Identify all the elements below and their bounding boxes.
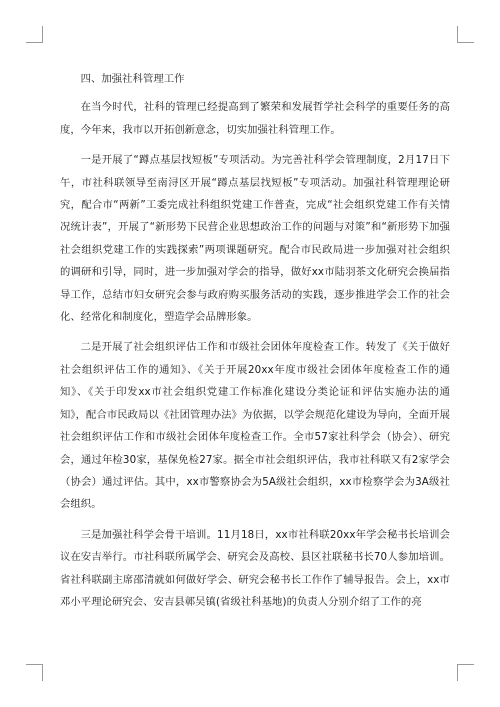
crop-mark-top-right <box>457 26 474 43</box>
paragraph-item-3: 三是加强社科学会骨干培训。11月18日，xx市社科联20xx年学会秘书长培训会议在安吉举行。市社科联所属学会、研究会及高校、县区社联秘书长70人参加培训。省社科联副主席邵清就如何做好学会、研究会秘书长工作作了辅导报告。会上，xx市邓小平理论研究会、安吉县鄣吴镇(省级社科基地)的负责人分别介绍了工作的亮 <box>60 528 450 608</box>
paragraph-item-2: 二是开展了社会组织评估工作和市级社会团体年度检查工作。转发了《关于做好社会组织评估工作的通知》、《关于开展20xx年度市级社会团体年度检查工作的通知》、《关于印发xx市社会组织党建工作标准化建设分类论证和评估实施办法的通知》，配合市民政局以《社团管理办法》为依据，以学会规范化建设为导向，全面开展社会组织评估工作和市级社会团体年度检查工作。全市57家社科学会（协会）、研究会，通过年检30家，基保免检27家。据全市社会组织评估，我市社科联又有2家学会（协会）通过评估。其中，xx市警察协会为5A级社会组织，xx市检察学会为3A级社会组织。 <box>60 341 450 511</box>
paragraph-intro: 在当今时代，社科的管理已经提高到了繁荣和发展哲学社会科学的重要任务的高度，今年来，我市以开拓创新意念，切实加强社科管理工作。 <box>60 101 450 136</box>
section-heading: 四、加强社科管理工作 <box>80 73 185 85</box>
paragraph-item-1: 一是开展了“蹲点基层找短板”专项活动。为完善社科学会管理制度，2月17日下午，市社科联领导至南浔区开展“蹲点基层找短板”专项活动。加强社科管理理论研究，配合市“两新”工委完成社科组织党建工作普查，完成“社会组织党建工作有关情况统计表”，开展了“新形势下民营企业思想政治工作的问题与对策”和“新形势下加强社会组织党建工作的实践探索”两项课题研究。配合市民政局进一步加强对社会组织的调研和引导，同时，进一步加强对学会的指导，做好xx市陆羽茶文化研究会换届指导工作，总结市妇女研究会参与政府购买服务活动的实践，逐步推进学会工作的社会化、经常化和制度化，塑造学会品牌形象。 <box>60 154 450 324</box>
document-body <box>60 68 450 621</box>
crop-mark-bottom-left <box>26 664 43 681</box>
crop-mark-top-left <box>26 26 43 43</box>
crop-mark-bottom-right <box>457 664 474 681</box>
